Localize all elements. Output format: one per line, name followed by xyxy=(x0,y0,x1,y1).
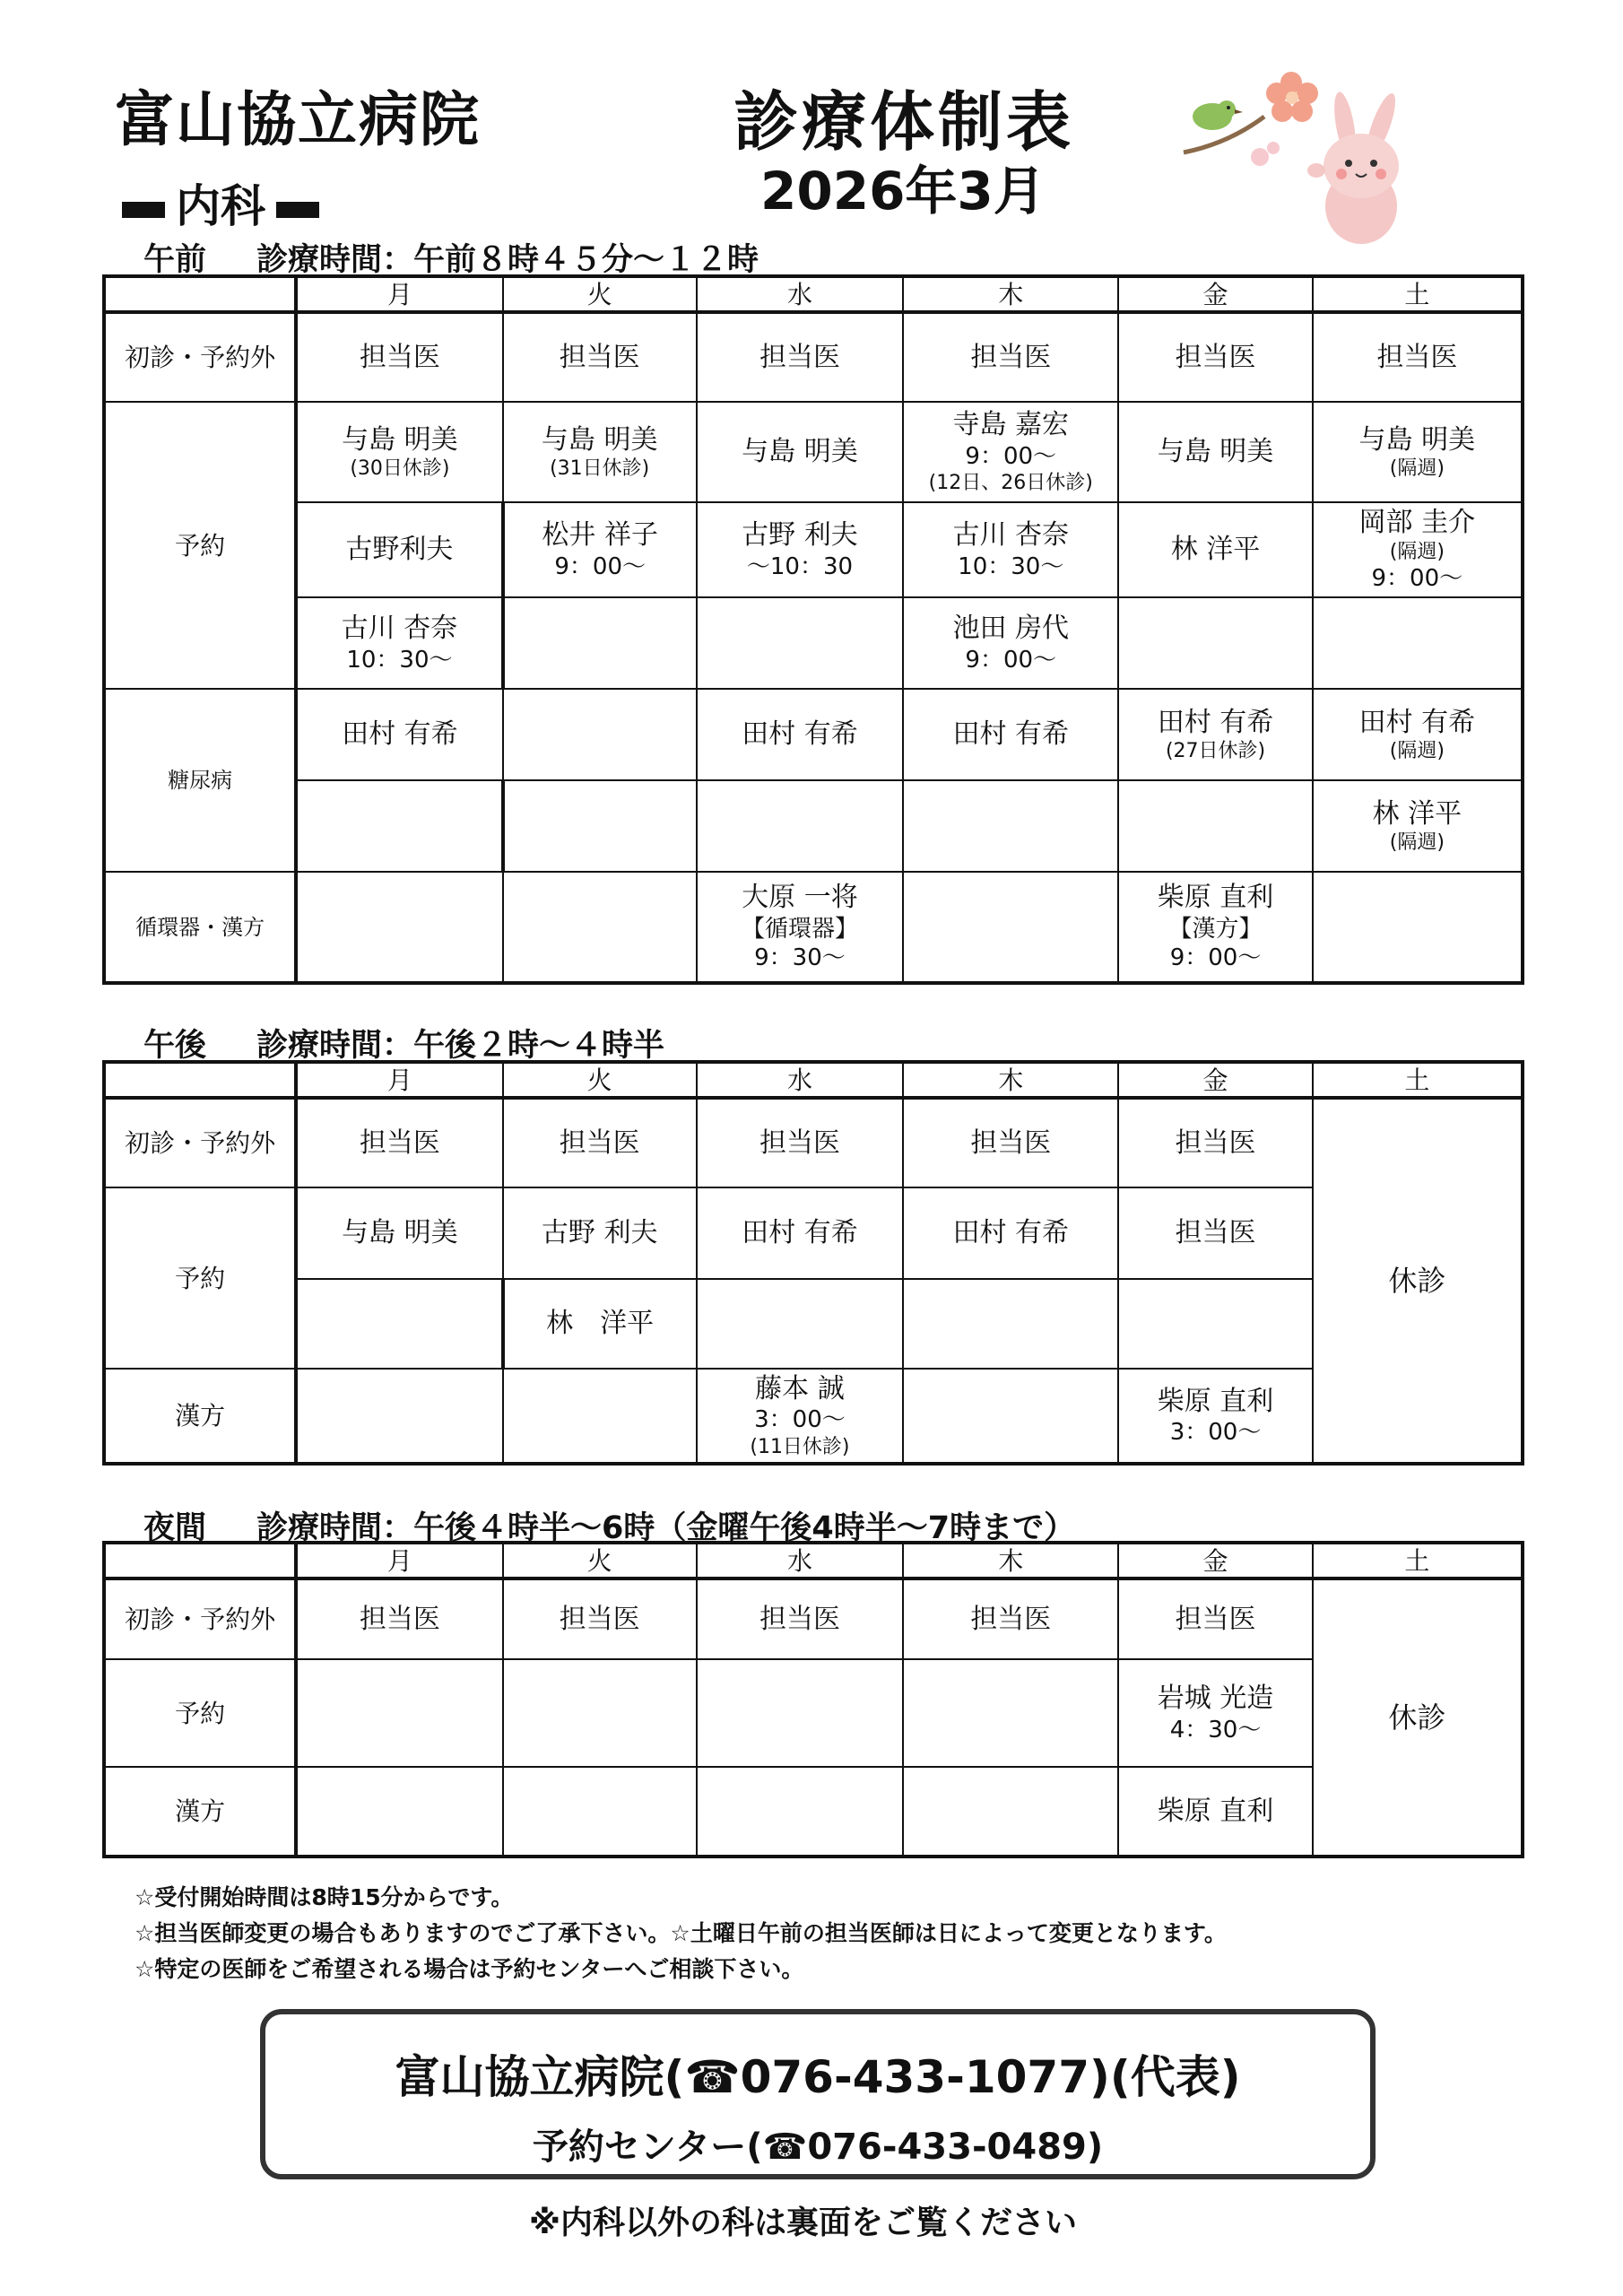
day-fri: 金 xyxy=(1118,1543,1312,1578)
pm-section-heading: 午後 診療時間：午後２時～４時半 xyxy=(143,1028,665,1064)
schedule-cell: 田村 有希 (隔週) xyxy=(1313,689,1523,780)
schedule-cell xyxy=(296,1369,502,1464)
schedule-cell: 担当医 xyxy=(1118,1578,1312,1659)
am-schedule-table xyxy=(102,274,1524,985)
schedule-cell: 担当医 xyxy=(697,312,903,402)
schedule-cell: 田村 有希 xyxy=(697,689,903,780)
schedule-cell: 担当医 xyxy=(503,312,697,402)
schedule-cell: 柴原 直利 xyxy=(1118,1767,1312,1857)
schedule-cell: 古野利夫 xyxy=(296,502,502,597)
rabbit-bird-illustration xyxy=(1166,63,1435,255)
schedule-cell xyxy=(697,1659,903,1767)
row-label: 予約 xyxy=(104,402,296,689)
bird-icon xyxy=(1193,100,1243,130)
night-kampo-row xyxy=(104,1767,1523,1857)
schedule-cell: 与島 明美 (31日休診) xyxy=(503,402,697,502)
schedule-cell: 与島 明美 xyxy=(697,402,903,502)
schedule-cell: 担当医 xyxy=(296,1098,502,1187)
pm-reserve-row-2 xyxy=(104,1279,1523,1369)
day-thu: 木 xyxy=(903,276,1118,312)
schedule-cell xyxy=(697,597,903,689)
schedule-cell: 担当医 xyxy=(903,1098,1118,1187)
schedule-cell: 田村 有希 xyxy=(903,1187,1118,1279)
schedule-cell: 松井 祥子 9：00～ xyxy=(503,502,697,597)
row-label: 予約 xyxy=(104,1187,296,1369)
row-label: 初診・予約外 xyxy=(104,1578,296,1659)
schedule-cell: 担当医 xyxy=(1313,312,1523,402)
day-sat: 土 xyxy=(1313,1062,1523,1098)
am-reserve-row-3 xyxy=(104,597,1523,689)
row-label: 循環器・漢方 xyxy=(104,872,296,983)
am-diabetes-row-2 xyxy=(104,780,1523,872)
schedule-cell xyxy=(1313,872,1523,983)
pm-kampo-row xyxy=(104,1369,1523,1464)
note-item: ☆特定の医師をご希望される場合は予約センターへご相談下さい。 xyxy=(135,1956,804,1982)
footer-note: ※内科以外の科は裏面をご覧ください xyxy=(529,2205,1077,2241)
department-heading: 内科 xyxy=(111,170,330,235)
schedule-cell: 担当医 xyxy=(903,312,1118,402)
schedule-cell xyxy=(296,1279,502,1369)
schedule-cell: 古川 杏奈 10：30～ xyxy=(903,502,1118,597)
am-reserve-row-2 xyxy=(104,502,1523,597)
schedule-cell xyxy=(503,872,697,983)
row-label: 漢方 xyxy=(104,1369,296,1464)
schedule-cell xyxy=(697,780,903,872)
schedule-cell: 寺島 嘉宏 9：00～ (12日、26日休診) xyxy=(903,402,1118,502)
day-mon: 月 xyxy=(296,276,502,312)
schedule-cell: 田村 有希 xyxy=(903,689,1118,780)
schedule-cell xyxy=(1118,597,1312,689)
row-label: 初診・予約外 xyxy=(104,1098,296,1187)
night-reserve-row xyxy=(104,1659,1523,1767)
schedule-cell: 担当医 xyxy=(903,1578,1118,1659)
schedule-cell xyxy=(697,1279,903,1369)
day-tue: 火 xyxy=(503,1543,697,1578)
schedule-cell xyxy=(903,1767,1118,1857)
schedule-cell: 古川 杏奈 10：30～ xyxy=(296,597,502,689)
rabbit-icon xyxy=(1307,91,1401,244)
schedule-cell: 岩城 光造 4：30～ xyxy=(1118,1659,1312,1767)
night-day-header-row xyxy=(104,1543,1523,1578)
row-label: 漢方 xyxy=(104,1767,296,1857)
night-schedule-table xyxy=(102,1541,1524,1858)
schedule-cell: 担当医 xyxy=(1118,1187,1312,1279)
day-mon: 月 xyxy=(296,1062,502,1098)
pm-schedule-table xyxy=(102,1060,1524,1465)
schedule-cell: 田村 有希 xyxy=(697,1187,903,1279)
schedule-cell: 担当医 xyxy=(296,1578,502,1659)
am-day-header-row xyxy=(104,276,1523,312)
schedule-cell: 岡部 圭介 (隔週) 9：00～ xyxy=(1313,502,1523,597)
saturday-closed-cell: 休診 xyxy=(1313,1098,1523,1464)
schedule-cell xyxy=(903,1659,1118,1767)
schedule-cell: 古野 利夫 xyxy=(503,1187,697,1279)
schedule-cell xyxy=(503,1369,697,1464)
am-reserve-row-1 xyxy=(104,402,1523,502)
day-tue: 火 xyxy=(503,276,697,312)
schedule-cell: 担当医 xyxy=(697,1098,903,1187)
schedule-cell xyxy=(903,1279,1118,1369)
schedule-cell xyxy=(1118,780,1312,872)
schedule-cell xyxy=(903,872,1118,983)
reservation-phone: 予約センター(☎076-433-0489) xyxy=(532,2126,1104,2168)
schedule-cell xyxy=(503,689,697,780)
day-wed: 水 xyxy=(697,276,903,312)
schedule-cell: 林 洋平 xyxy=(503,1279,697,1369)
schedule-cell: 与島 明美 (30日休診) xyxy=(296,402,502,502)
schedule-cell: 担当医 xyxy=(296,312,502,402)
schedule-cell: 与島 明美 xyxy=(296,1187,502,1279)
day-sat: 土 xyxy=(1313,276,1523,312)
schedule-cell xyxy=(697,1767,903,1857)
row-label: 予約 xyxy=(104,1659,296,1767)
notes-list xyxy=(135,1880,1227,1987)
row-label: 初診・予約外 xyxy=(104,312,296,402)
am-section-heading: 午前 診療時間：午前８時４５分～１２時 xyxy=(143,242,759,278)
note-item: ☆担当医師変更の場合もありますのでご了承下さい。☆土曜日午前の担当医師は日によって変更となります。 xyxy=(135,1920,1227,1946)
schedule-cell: 担当医 xyxy=(1118,312,1312,402)
day-fri: 金 xyxy=(1118,1062,1312,1098)
pm-first-visit-row xyxy=(104,1098,1523,1187)
schedule-cell xyxy=(903,780,1118,872)
schedule-cell xyxy=(296,1659,502,1767)
row-label: 糖尿病 xyxy=(104,689,296,872)
schedule-cell xyxy=(1313,597,1523,689)
day-tue: 火 xyxy=(503,1062,697,1098)
document-month: 2026年3月 xyxy=(760,161,1046,222)
schedule-cell: 担当医 xyxy=(697,1578,903,1659)
saturday-closed-cell: 休診 xyxy=(1313,1578,1523,1857)
schedule-cell: 担当医 xyxy=(503,1098,697,1187)
schedule-cell xyxy=(296,1767,502,1857)
pm-reserve-row-1 xyxy=(104,1187,1523,1279)
schedule-cell: 柴原 直利 【漢方】 9：00～ xyxy=(1118,872,1312,983)
note-item: ☆受付開始時間は8時15分からです。 xyxy=(135,1884,514,1910)
day-thu: 木 xyxy=(903,1062,1118,1098)
schedule-cell: 池田 房代 9：00～ xyxy=(903,597,1118,689)
schedule-cell xyxy=(1118,1279,1312,1369)
schedule-cell xyxy=(296,872,502,983)
schedule-cell: 藤本 誠 3：00～ (11日休診) xyxy=(697,1369,903,1464)
schedule-cell: 与島 明美 xyxy=(1118,402,1312,502)
schedule-cell xyxy=(296,780,502,872)
main-phone: 富山協立病院(☎076-433-1077)(代表) xyxy=(395,2051,1241,2103)
schedule-cell: 林 洋平 xyxy=(1118,502,1312,597)
plum-flower-icon xyxy=(1266,72,1318,122)
day-fri: 金 xyxy=(1118,276,1312,312)
schedule-cell xyxy=(503,1767,697,1857)
schedule-cell xyxy=(503,780,697,872)
day-mon: 月 xyxy=(296,1543,502,1578)
contact-box xyxy=(260,2009,1376,2179)
schedule-cell xyxy=(503,1659,697,1767)
schedule-cell: 大原 一将 【循環器】 9：30～ xyxy=(697,872,903,983)
day-wed: 水 xyxy=(697,1062,903,1098)
am-first-visit-row xyxy=(104,312,1523,402)
schedule-cell: 田村 有希 (27日休診) xyxy=(1118,689,1312,780)
day-thu: 木 xyxy=(903,1543,1118,1578)
pm-day-header-row xyxy=(104,1062,1523,1098)
schedule-cell: 田村 有希 xyxy=(296,689,502,780)
schedule-cell: 柴原 直利 3：00～ xyxy=(1118,1369,1312,1464)
schedule-cell: 与島 明美 (隔週) xyxy=(1313,402,1523,502)
night-first-visit-row xyxy=(104,1578,1523,1659)
night-section-heading: 夜間 診療時間：午後４時半～6時（金曜午後4時半～7時まで） xyxy=(143,1510,1076,1546)
document-title: 診療体制表 xyxy=(733,84,1075,160)
am-circ-kampo-row xyxy=(104,872,1523,983)
hospital-title: 富山協立病院 xyxy=(115,85,481,154)
day-sat: 土 xyxy=(1313,1543,1523,1578)
schedule-cell xyxy=(903,1369,1118,1464)
am-diabetes-row-1 xyxy=(104,689,1523,780)
schedule-cell: 担当医 xyxy=(1118,1098,1312,1187)
schedule-cell: 担当医 xyxy=(503,1578,697,1659)
day-wed: 水 xyxy=(697,1543,903,1578)
schedule-cell xyxy=(503,597,697,689)
schedule-cell: 林 洋平 (隔週) xyxy=(1313,780,1523,872)
schedule-cell: 古野 利夫 ～10：30 xyxy=(697,502,903,597)
